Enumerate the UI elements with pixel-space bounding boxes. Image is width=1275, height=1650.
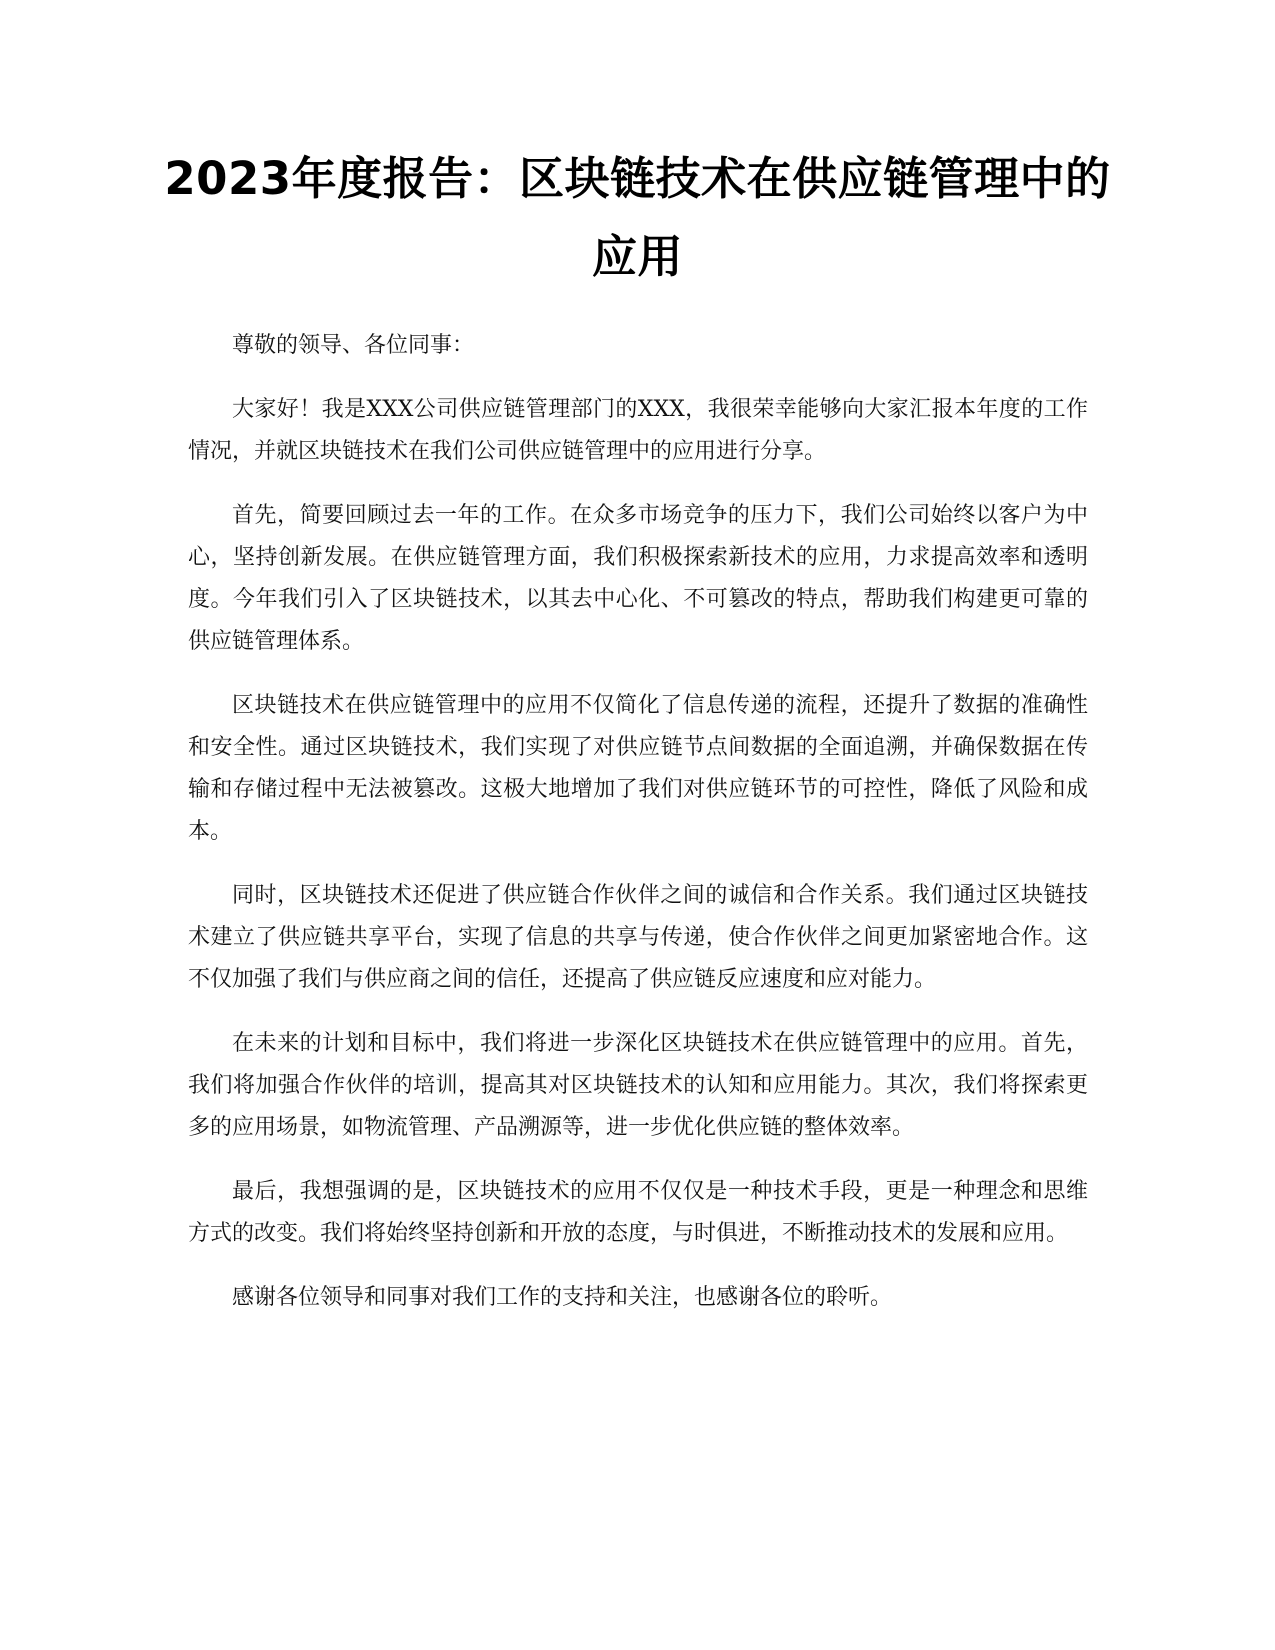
greeting-paragraph: 尊敬的领导、各位同事： — [232, 333, 475, 358]
intro-paragraph: 大家好！我是XXX公司供应链管理部门的XXX，我很荣幸能够向大家汇报本年度的工作情况，并就区块链技术在我们公司供应链管理中的应用进行分享。 — [188, 397, 1088, 464]
review-paragraph: 首先，简要回顾过去一年的工作。在众多市场竞争的压力下，我们公司始终以客户为中心，坚持创新发展。在供应链管理方面，我们积极探索新技术的应用，力求提高效率和透明度。今年我们引入了区块链技术，以其去中心化、不可篡改的特点，帮助我们构建更可靠的供应链管理体系。 — [188, 503, 1088, 654]
application-paragraph: 区块链技术在供应链管理中的应用不仅简化了信息传递的流程，还提升了数据的准确性和安全性。通过区块链技术，我们实现了对供应链节点间数据的全面追溯，并确保数据在传输和存储过程中无法被篡改。这极大地增加了我们对供应链环节的可控性，降低了风险和成本。 — [188, 693, 1088, 844]
document-body — [188, 325, 1088, 1341]
closing-paragraph: 最后，我想强调的是，区块链技术的应用不仅仅是一种技术手段，更是一种理念和思维方式的改变。我们将始终坚持创新和开放的态度，与时俱进，不断推动技术的发展和应用。 — [188, 1179, 1088, 1246]
thanks-paragraph: 感谢各位领导和同事对我们工作的支持和关注，也感谢各位的聆听。 — [232, 1285, 893, 1310]
future-plan-paragraph: 在未来的计划和目标中，我们将进一步深化区块链技术在供应链管理中的应用。首先，我们将加强合作伙伴的培训，提高其对区块链技术的认知和应用能力。其次，我们将探索更多的应用场景，如物流管理、产品溯源等，进一步优化供应链的整体效率。 — [188, 1031, 1088, 1140]
document-title: 2023年度报告：区块链技术在供应链管理中的应用 — [164, 152, 1111, 283]
partnership-paragraph: 同时，区块链技术还促进了供应链合作伙伴之间的诚信和合作关系。我们通过区块链技术建立了供应链共享平台，实现了信息的共享与传递，使合作伙伴之间更加紧密地合作。这不仅加强了我们与供应商之间的信任，还提高了供应链反应速度和应对能力。 — [188, 883, 1088, 992]
